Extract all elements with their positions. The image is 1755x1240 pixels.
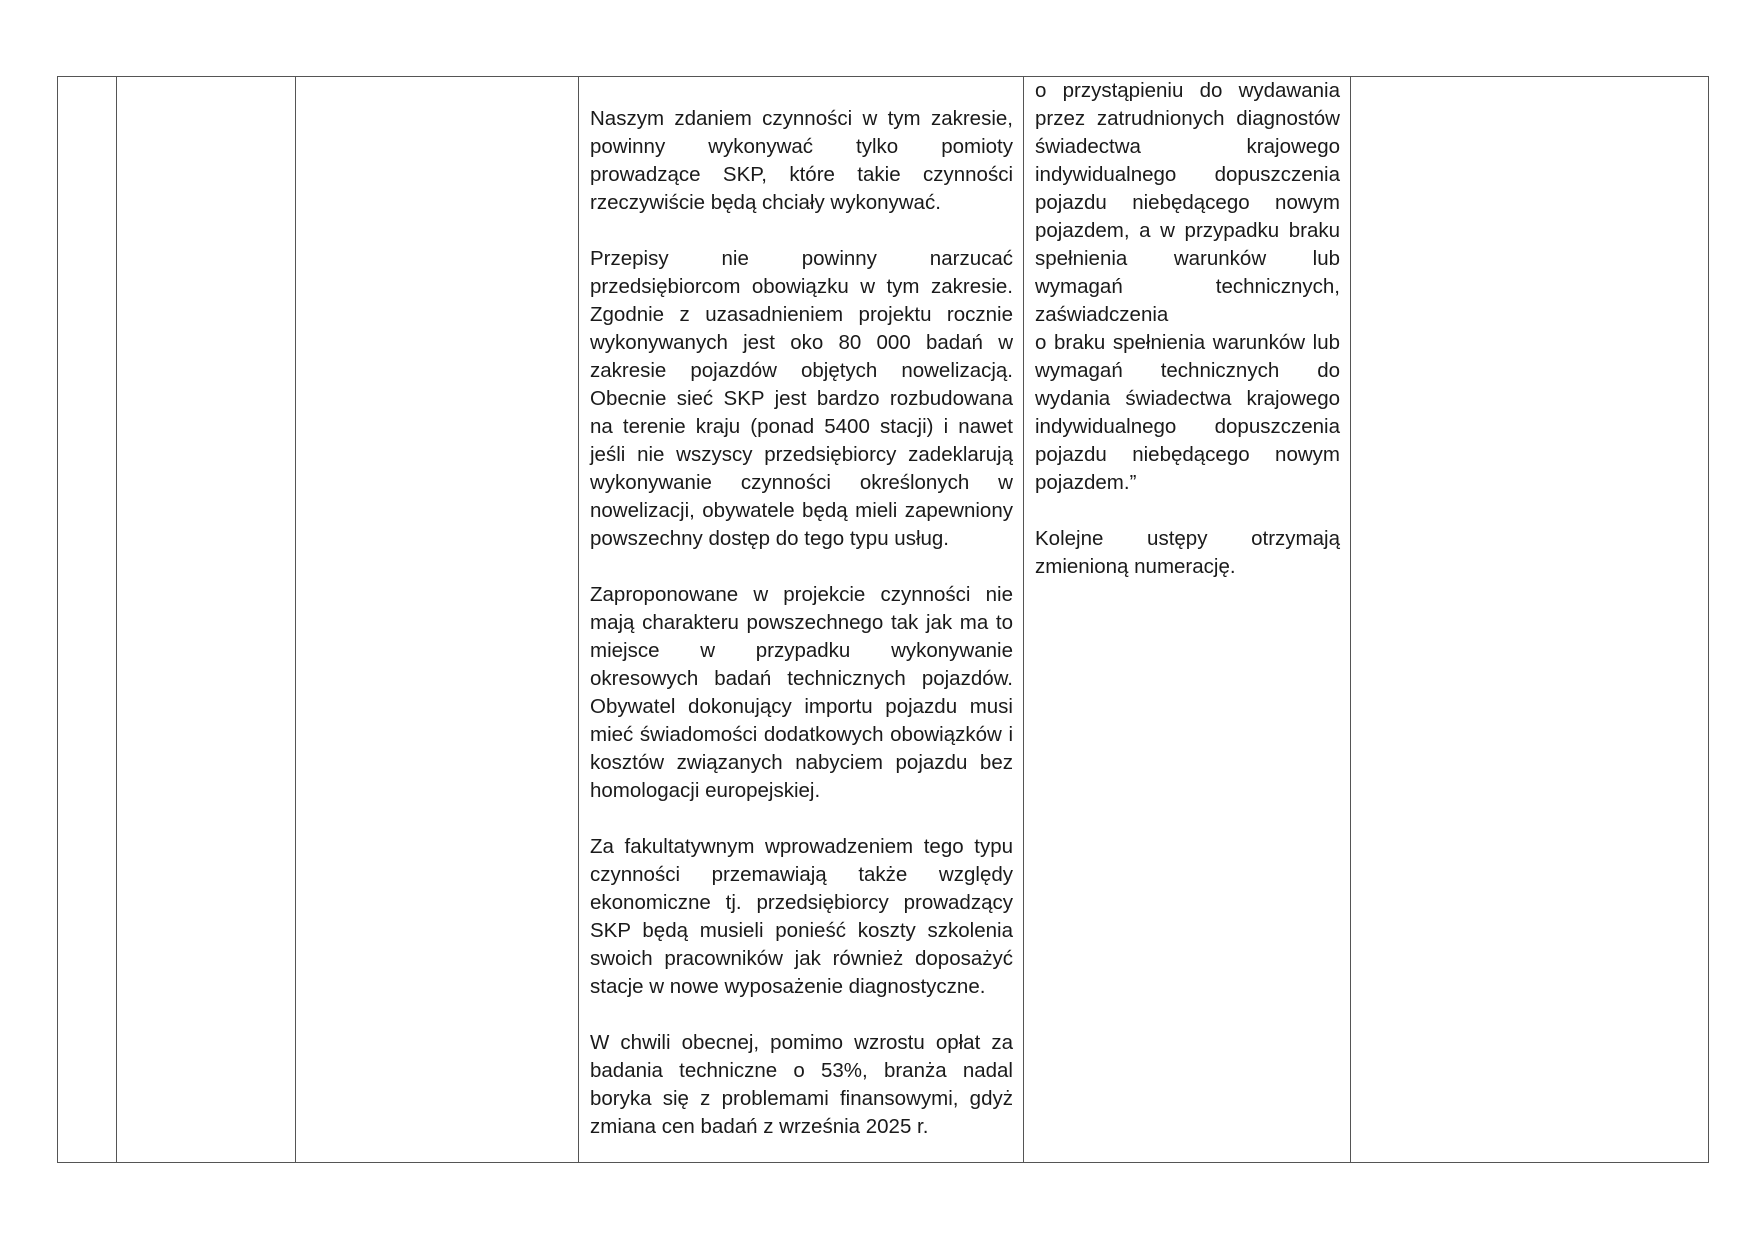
comment-paragraph: Za fakultatywnym wprowadzeniem tego typu czynności przemawiają także względy ekonomiczne tj. przedsiębiorcy prowadzący SKP będą musieli ponieść koszty szkolenia swoich pracowników jak również doposażyć stacje w nowe wyposażenie diagnostyczne. [590, 835, 1013, 998]
comments-table [57, 76, 1709, 1163]
cell-response [1351, 77, 1709, 1163]
proposed-wording-text: o braku spełnienia warunków lub wymagań technicznych do wydania świadectwa krajowego indywidualnego dopuszczenia pojazdu niebędącego nowym pojazdem.” [1035, 331, 1340, 494]
cell-number [58, 77, 117, 1163]
cell-proposed-wording [1024, 77, 1351, 1163]
comment-paragraph: Zaproponowane w projekcie czynności nie mają charakteru powszechnego tak jak ma to miejsce w przypadku wykonywanie okresowych badań technicznych pojazdów. Obywatel dokonujący importu pojazdu musi mieć świadomości dodatkowych obowiązków i kosztów związanych nabyciem pojazdu bez homologacji europejskiej. [590, 583, 1013, 802]
cell-comment [579, 77, 1024, 1163]
proposed-wording-note: Kolejne ustępy otrzymają zmienioną numerację. [1035, 527, 1340, 578]
comment-paragraph: W chwili obecnej, pomimo wzrostu opłat za badania techniczne o 53%, branża nadal boryka się z problemami finansowymi, gdyż zmiana cen badań z września 2025 r. [590, 1031, 1013, 1138]
cell-provision [296, 77, 579, 1163]
comment-paragraph: Przepisy nie powinny narzucać przedsiębiorcom obowiązku w tym zakresie. Zgodnie z uzasadnieniem projektu rocznie wykonywanych jest oko 80 000 badań w zakresie pojazdów objętych nowelizacją. Obecnie sieć SKP jest bardzo rozbudowana na terenie kraju (ponad 5400 stacji) i nawet jeśli nie wszyscy przedsiębiorcy zadeklarują wykonywanie czynności określonych w nowelizacji, obywatele będą mieli zapewniony powszechny dostęp do tego typu usług. [590, 247, 1013, 550]
proposed-wording-text: o przystąpieniu do wydawania przez zatrudnionych diagnostów świadectwa krajowego indywidualnego dopuszczenia pojazdu niebędącego nowym pojazdem, a w przypadku braku spełnienia warunków lub wymagań technicznych, zaświadczenia [1035, 79, 1340, 326]
cell-submitter [117, 77, 296, 1163]
table-row [58, 77, 1709, 1163]
comment-paragraph: Naszym zdaniem czynności w tym zakresie, powinny wykonywać tylko pomioty prowadzące SKP, które takie czynności rzeczywiście będą chciały wykonywać. [590, 107, 1013, 214]
